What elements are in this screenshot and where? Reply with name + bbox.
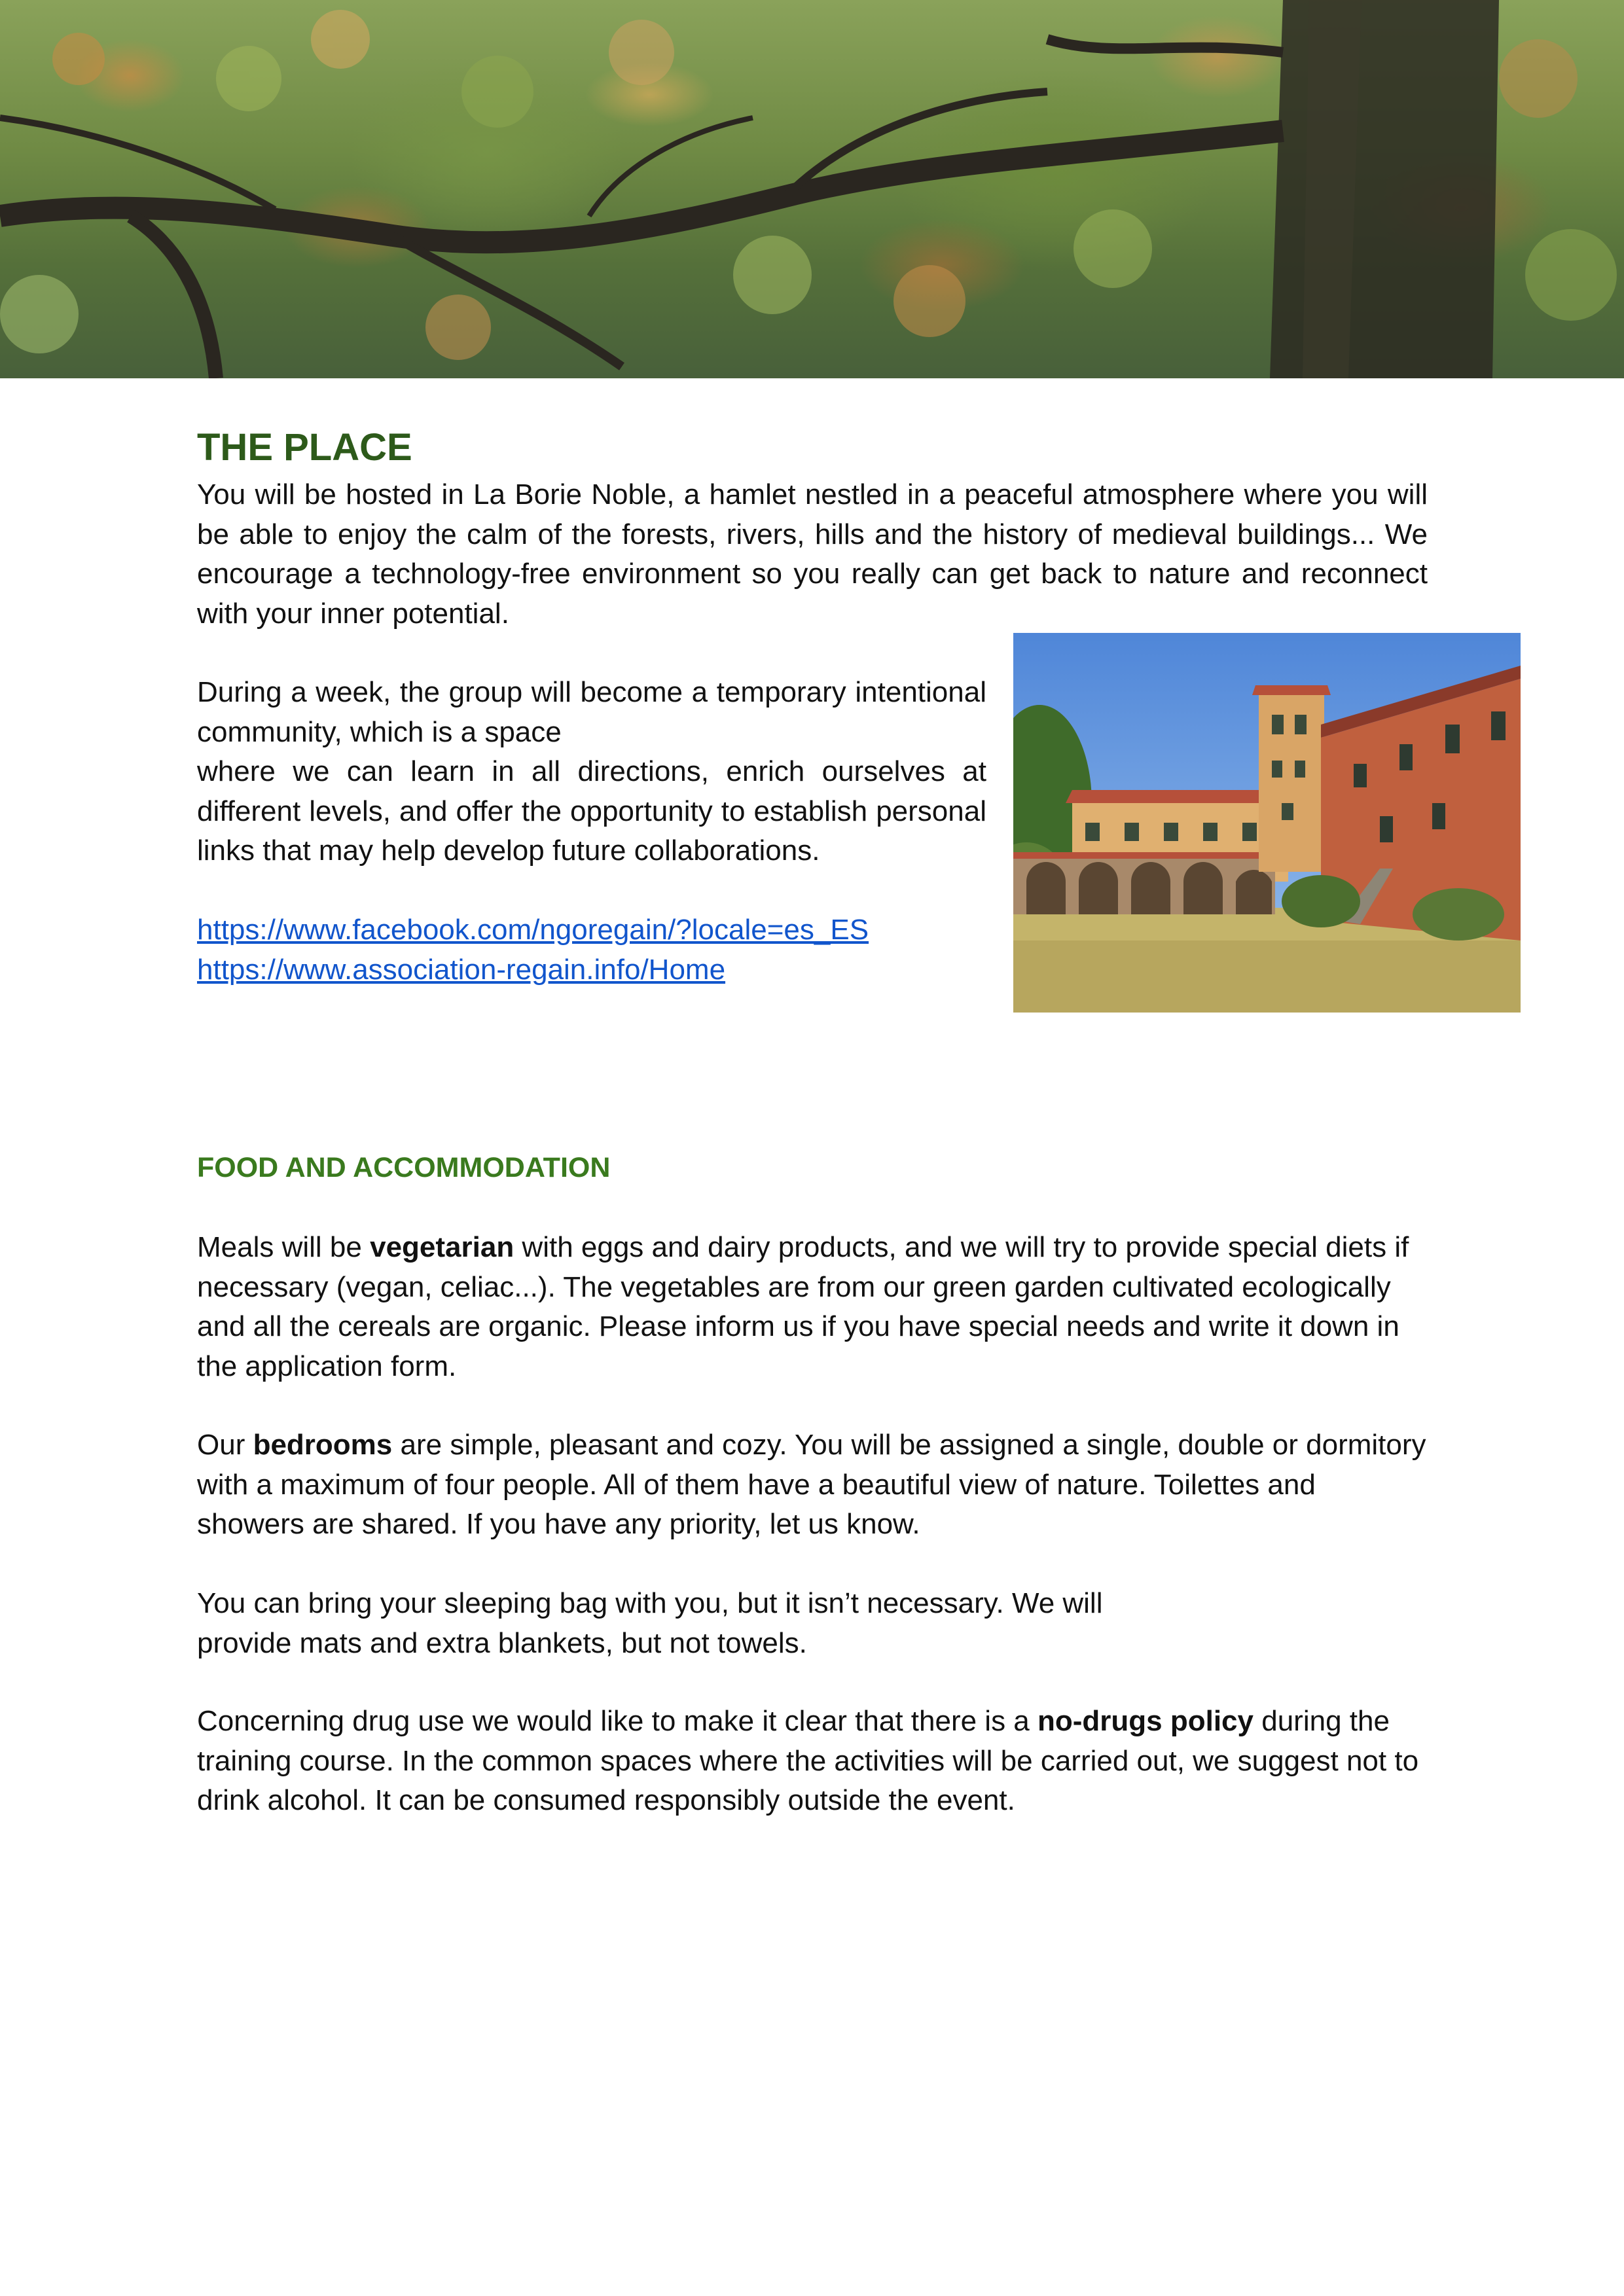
meals-block: [197, 1228, 1428, 1386]
meals-text-start: Meals will be: [197, 1231, 370, 1263]
bedrooms-paragraph: [197, 1426, 1428, 1545]
community-paragraph-2: where we can learn in all directions, enrich ourselves at different levels, and offer the opportunity to establish personal links that may help develop future collaborations.: [197, 755, 986, 867]
community-block: [197, 673, 986, 871]
facebook-link[interactable]: https://www.facebook.com/ngoregain/?locale=es_ES: [197, 914, 869, 946]
meals-bold-vegetarian: vegetarian: [370, 1231, 514, 1263]
meals-text-end: with eggs and dairy products, and we will try to provide special diets if necessary (vegan, celiac...). The vegetables are from our green garden cultivated ecologically and all the cereals are organic. Please inform us if you have special needs and write it down in the application form.: [197, 1231, 1409, 1382]
drugs-text-start: Concerning drug use we would like to make it clear that there is a: [197, 1705, 1038, 1737]
meals-paragraph: [197, 1228, 1428, 1386]
bedrooms-block: [197, 1426, 1428, 1545]
drugs-text-end: during the training course. In the common spaces where the activities will be carried out, we suggest not to drink alcohol. It can be consumed responsibly outside the event.: [197, 1705, 1419, 1816]
section-title-food-accommodation: FOOD AND ACCOMMODATION: [197, 1152, 611, 1183]
bedrooms-text-start: Our: [197, 1429, 253, 1461]
drugs-policy-paragraph: [197, 1702, 1428, 1821]
la-borie-noble-photo: [1013, 633, 1521, 1013]
drugs-bold-policy: no-drugs policy: [1038, 1705, 1254, 1737]
links-block: [197, 910, 986, 990]
header-tree-photo: [0, 0, 1624, 378]
website-link[interactable]: https://www.association-regain.info/Home: [197, 953, 726, 986]
sleeping-bag-line-2: provide mats and extra blankets, but not towels.: [197, 1626, 807, 1659]
bedrooms-bold: bedrooms: [253, 1429, 393, 1461]
place-intro-paragraph: You will be hosted in La Borie Noble, a hamlet nestled in a peaceful atmosphere where you will be able to enjoy the calm of the forests, rivers, hills and the history of medieval buildings... We encourage a technology-free environment so you really can get back to nature and reconnect with your inner potential.: [197, 478, 1428, 630]
sleeping-bag-line-1: You can bring your sleeping bag with you, but it isn’t necessary. We will: [197, 1587, 1103, 1619]
bedrooms-text-end: are simple, pleasant and cozy. You will be assigned a single, double or dormitory with a maximum of four people. All of them have a beautiful view of nature. Toilettes and showers are shared. If you have any priority, let us know.: [197, 1429, 1426, 1540]
place-intro-block: [197, 475, 1428, 634]
tree-branches-illustration: [0, 0, 1624, 378]
community-paragraph-1: During a week, the group will become a temporary intentional community, which is a space: [197, 676, 986, 748]
building-illustration: [1013, 633, 1521, 1013]
drugs-policy-block: [197, 1702, 1428, 1821]
sleeping-bag-block: [197, 1584, 1428, 1663]
section-title-the-place: THE PLACE: [197, 426, 412, 469]
